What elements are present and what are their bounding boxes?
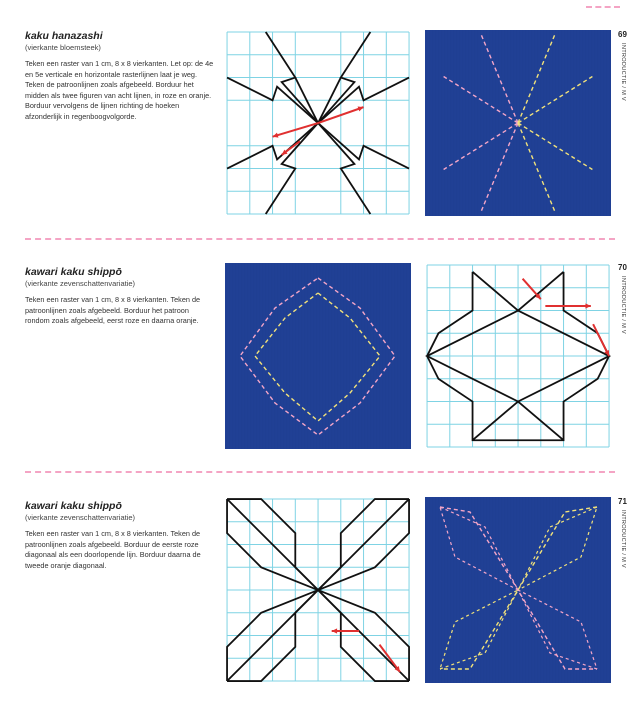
pattern-title: kawari kaku shippō (25, 500, 122, 512)
pattern-subtitle: (vierkante bloemsteek) (25, 43, 101, 52)
section-kawari-kaku-shippo-1 (0, 263, 640, 453)
section-text (25, 266, 215, 327)
section-separator (25, 471, 615, 473)
section-kaku-hanazashi (0, 30, 640, 220)
section-separator (25, 238, 615, 240)
pattern-subtitle: (vierkante zevenschattenvariatie) (25, 279, 136, 288)
top-dashed-line (586, 6, 620, 8)
grid-diagram (425, 263, 611, 449)
page-number: 70 (618, 263, 627, 272)
page-marker (618, 30, 634, 101)
pattern-description: Teken een raster van 1 cm, 8 x 8 vierkanten. Let op: de 4e en 5e verticale en horizontale rasterlijnen laat je weg. Teken de patroonlijnen zoals afgebeeld. Borduur het midden als twee figuren van acht lijnen, in roze en oranje. Borduur vervolgens de lijnen richting de hoeken afzonderlijk in regenboogvolgorde. (25, 59, 214, 121)
chapter-label: INTRODUCTIE / M V (620, 510, 626, 568)
section-text (25, 500, 215, 571)
embroidery-photo (425, 497, 611, 683)
section-text (25, 30, 215, 122)
chapter-label: INTRODUCTIE / M V (620, 276, 626, 334)
page-marker (618, 263, 634, 334)
page-marker (618, 497, 634, 568)
pattern-subtitle: (vierkante zevenschattenvariatie) (25, 513, 136, 522)
embroidery-photo (225, 263, 411, 449)
grid-diagram (225, 497, 411, 683)
pattern-description: Teken een raster van 1 cm, 8 x 8 vierkanten. Teken de patroonlijnen zoals afgebeeld. Borduur de eerste roze diagonaal als een doorlopende lijn. Borduur daarna de tweede oranje diagonaal. (25, 529, 201, 570)
pattern-title: kaku hanazashi (25, 30, 103, 42)
pattern-description: Teken een raster van 1 cm, 8 x 8 vierkanten. Teken de patroonlijnen zoals afgebeeld. Borduur het patroon rondom zoals afgebeeld, eerst roze en daarna oranje. (25, 295, 201, 325)
page-number: 71 (618, 497, 627, 506)
chapter-label: INTRODUCTIE / M V (620, 43, 626, 101)
section-kawari-kaku-shippo-2 (0, 497, 640, 687)
grid-diagram (225, 30, 411, 216)
pattern-title: kawari kaku shippō (25, 266, 122, 278)
page-number: 69 (618, 30, 627, 39)
embroidery-photo (425, 30, 611, 216)
